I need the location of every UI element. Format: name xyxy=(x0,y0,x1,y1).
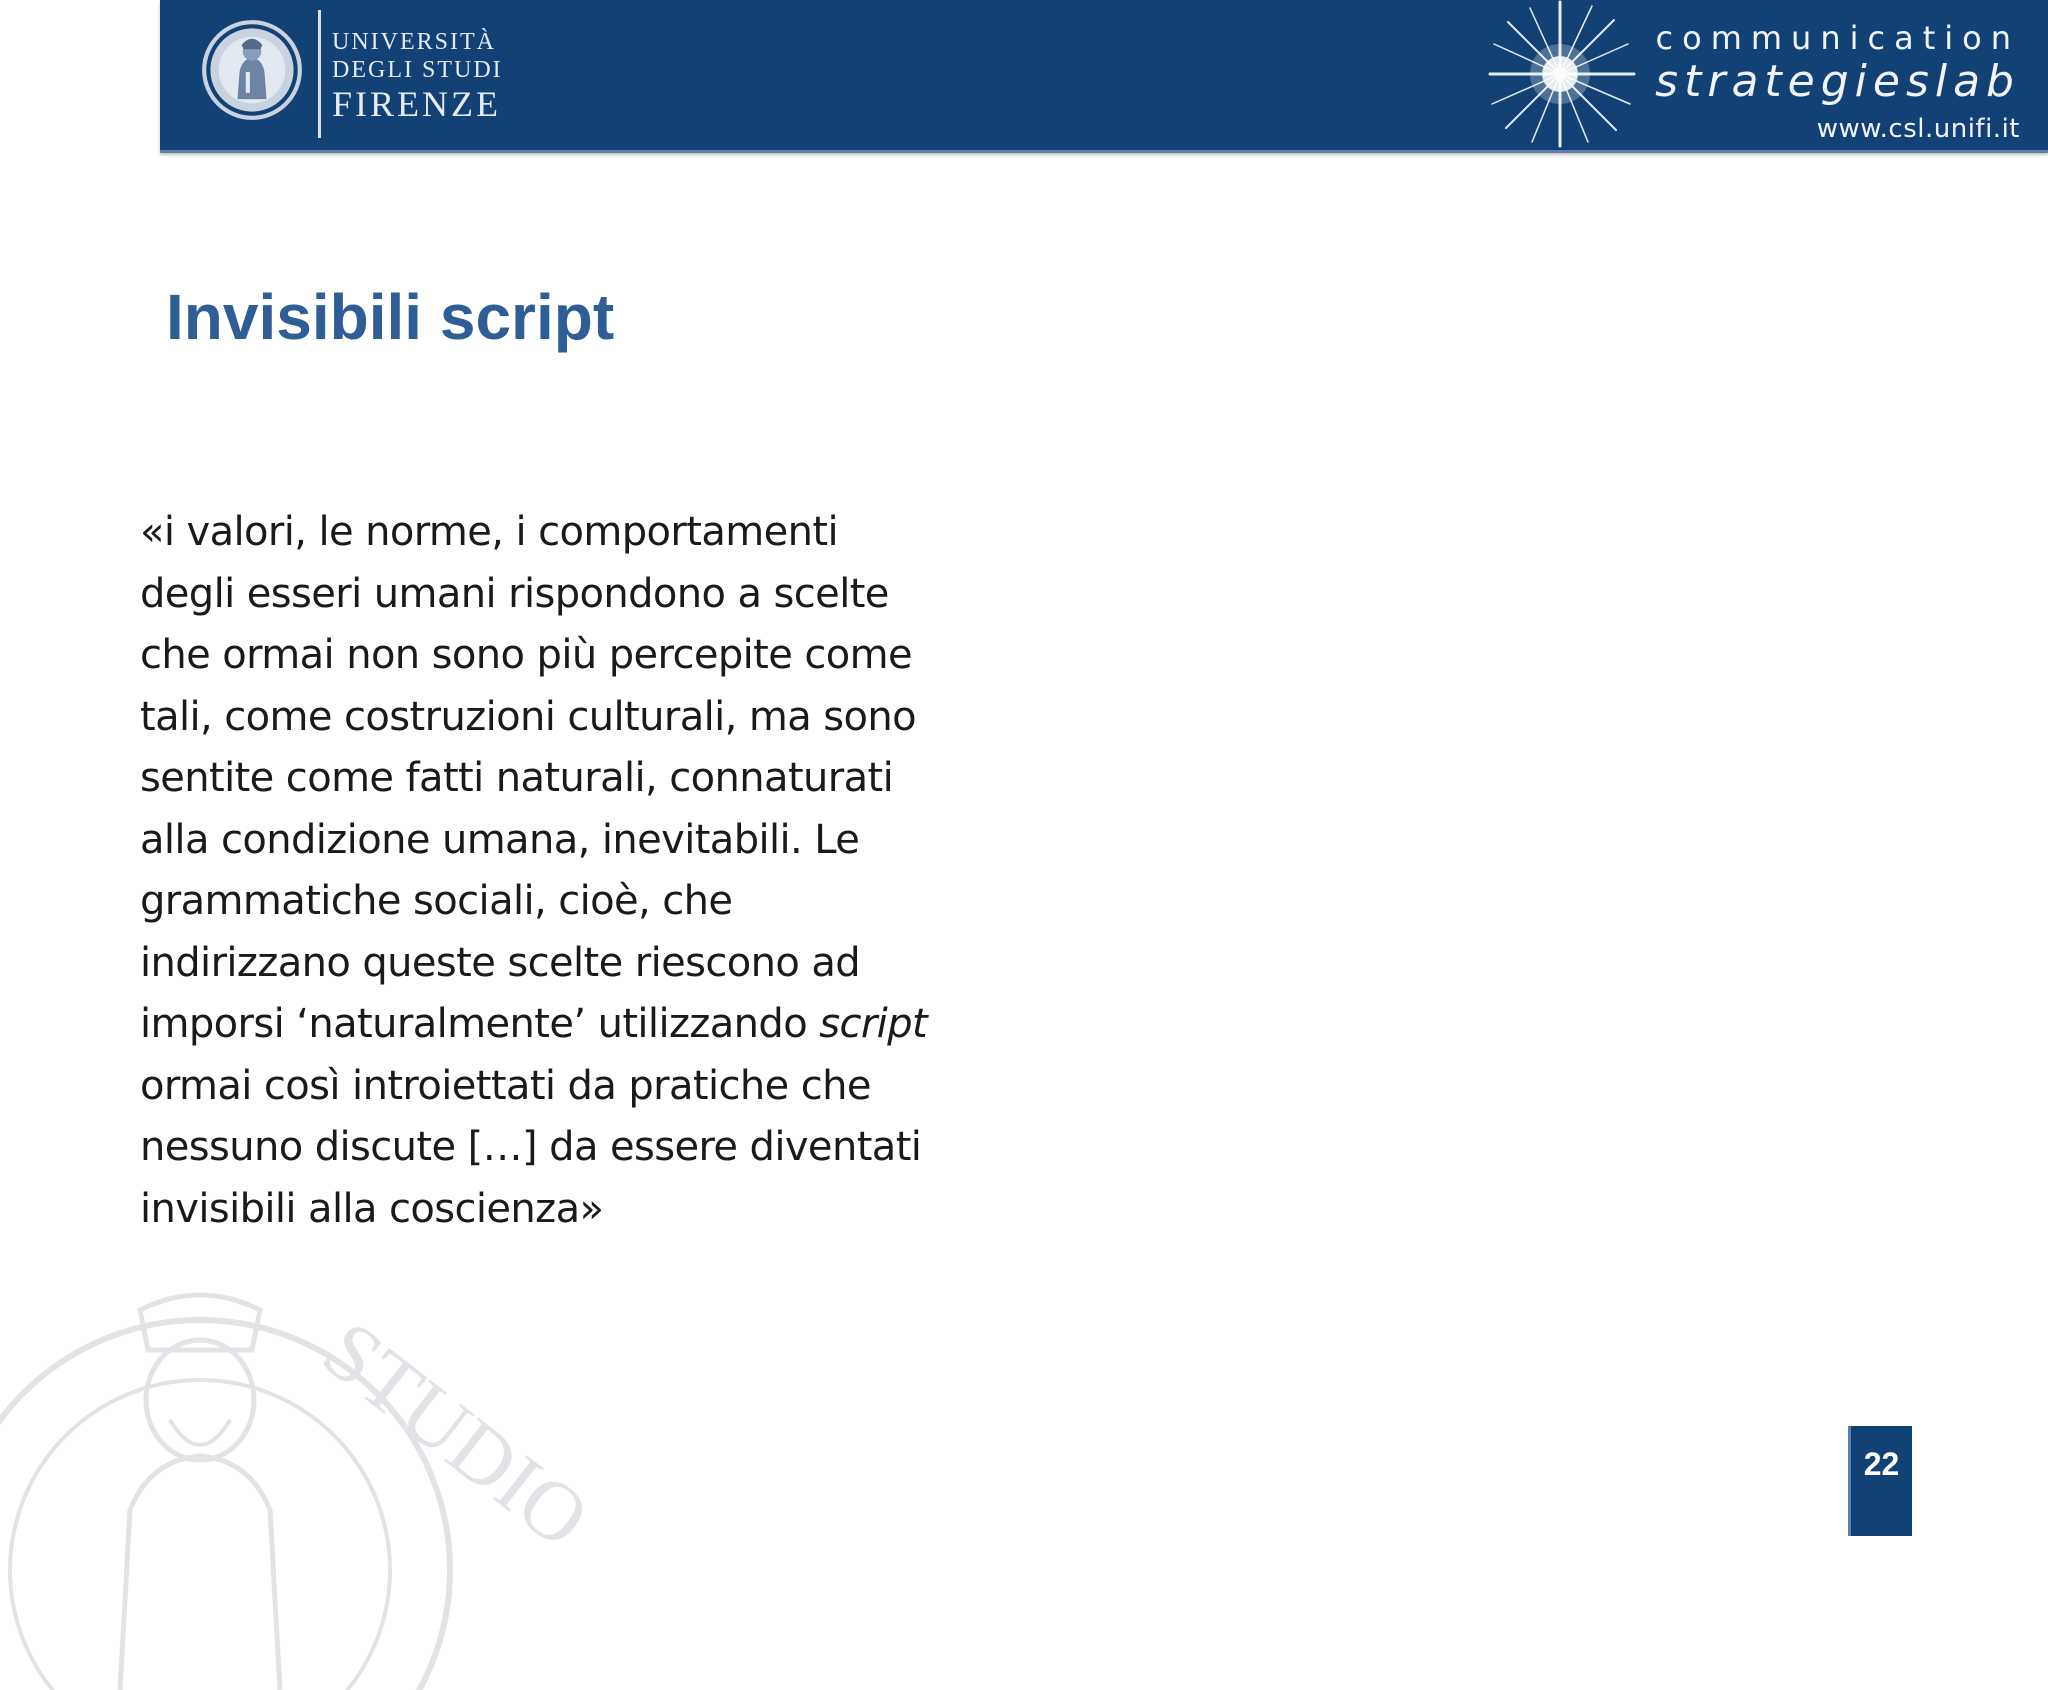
csl-url: www.csl.unifi.it xyxy=(1816,114,2020,144)
university-name-line1: UNIVERSITÀ xyxy=(332,29,496,55)
university-seal-watermark-icon xyxy=(0,1270,606,1690)
quote-line: degli esseri umani rispondono a scelte xyxy=(140,570,889,617)
logo-divider xyxy=(318,10,321,138)
csl-name-line1: communication xyxy=(1655,19,2020,57)
quote-line: ormai così introiettati da pratiche che xyxy=(140,1062,871,1109)
university-name-line3: FIRENZE xyxy=(332,84,501,124)
starburst-logo-icon xyxy=(1480,0,1640,148)
quote-line: indirizzano queste scelte riescono ad xyxy=(140,939,861,986)
quote-line: tali, come costruzioni culturali, ma sono xyxy=(140,693,916,740)
quote-line xyxy=(140,994,1020,1056)
university-seal-icon xyxy=(200,18,304,122)
quote-line: che ormai non sono più percepite come xyxy=(140,632,913,678)
quote-italic-word: script xyxy=(819,1001,928,1047)
quote-line-text: imporsi ‘naturalmente’ utilizzando xyxy=(140,1001,820,1047)
quote-line: alla condizione umana, inevitabili. Le xyxy=(140,816,860,863)
header-band xyxy=(160,0,2048,153)
quote-line: nessuno discute […] da essere diventati xyxy=(140,1124,922,1170)
quote-line: sentite come fatti naturali, connaturati xyxy=(140,755,894,801)
watermark-text: STUDIO xyxy=(305,1303,606,1567)
page-number: 22 xyxy=(1863,1446,1900,1482)
quote-line: invisibili alla coscienza» xyxy=(140,1185,604,1232)
csl-wordmark xyxy=(1655,19,2020,144)
quote-line: grammatiche sociali, cioè, che xyxy=(140,878,733,924)
quote-line: «i valori, le norme, i comportamenti xyxy=(140,509,838,555)
university-name-line2: DEGLI STUDI xyxy=(332,57,503,83)
slide-title: Invisibili script xyxy=(166,281,615,353)
csl-name-line2: strategieslab xyxy=(1655,56,2020,107)
quote-text xyxy=(140,502,1020,1240)
university-wordmark xyxy=(332,30,503,122)
page-number-badge xyxy=(1848,1426,1912,1536)
